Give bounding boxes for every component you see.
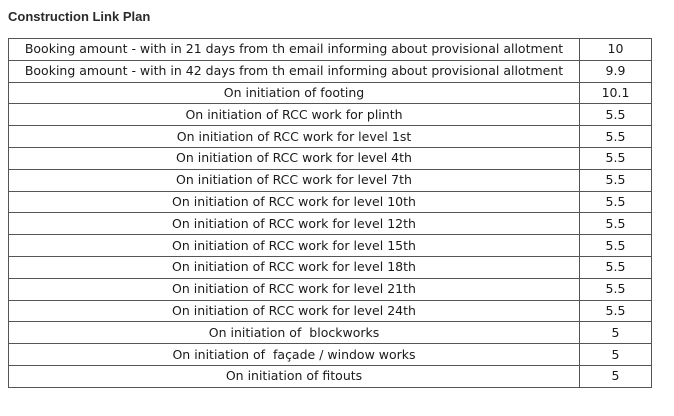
table-row (9, 365, 652, 387)
milestone-cell: On initiation of RCC work for level 7th (9, 169, 580, 191)
table-row (9, 256, 652, 278)
milestone-cell: On initiation of fitouts (9, 365, 580, 387)
milestone-cell: On initiation of blockworks (9, 322, 580, 344)
milestone-cell: On initiation of RCC work for level 4th (9, 147, 580, 169)
percent-cell: 5.5 (580, 147, 652, 169)
percent-cell: 5.5 (580, 213, 652, 235)
percent-cell: 5 (580, 322, 652, 344)
percent-cell: 5.5 (580, 126, 652, 148)
table-row (9, 60, 652, 82)
milestone-cell: On initiation of RCC work for level 12th (9, 213, 580, 235)
table-row (9, 147, 652, 169)
milestone-cell: On initiation of RCC work for level 21th (9, 278, 580, 300)
table-row (9, 235, 652, 257)
percent-cell: 5.5 (580, 235, 652, 257)
percent-cell: 10 (580, 39, 652, 61)
percent-cell: 9.9 (580, 60, 652, 82)
table-row (9, 213, 652, 235)
table-row (9, 300, 652, 322)
percent-cell: 5.5 (580, 278, 652, 300)
percent-cell: 5.5 (580, 169, 652, 191)
table-row (9, 104, 652, 126)
percent-cell: 5.5 (580, 191, 652, 213)
percent-cell: 5 (580, 365, 652, 387)
percent-cell: 5.5 (580, 104, 652, 126)
table-row (9, 344, 652, 366)
milestone-cell: Booking amount - with in 21 days from th email informing about provisional allotment (9, 39, 580, 61)
milestone-cell: On initiation of footing (9, 82, 580, 104)
milestone-cell: On initiation of façade / window works (9, 344, 580, 366)
table-row (9, 126, 652, 148)
page-title: Construction Link Plan (8, 9, 151, 24)
table-row (9, 322, 652, 344)
table-row (9, 191, 652, 213)
milestone-cell: On initiation of RCC work for level 15th (9, 235, 580, 257)
table-row (9, 82, 652, 104)
percent-cell: 10.1 (580, 82, 652, 104)
table-row (9, 278, 652, 300)
table-row (9, 39, 652, 61)
milestone-cell: On initiation of RCC work for level 24th (9, 300, 580, 322)
table-row (9, 169, 652, 191)
milestone-cell: On initiation of RCC work for plinth (9, 104, 580, 126)
construction-link-plan-table (8, 38, 652, 388)
milestone-cell: On initiation of RCC work for level 18th (9, 256, 580, 278)
percent-cell: 5 (580, 344, 652, 366)
milestone-cell: On initiation of RCC work for level 10th (9, 191, 580, 213)
milestone-cell: On initiation of RCC work for level 1st (9, 126, 580, 148)
percent-cell: 5.5 (580, 256, 652, 278)
milestone-cell: Booking amount - with in 42 days from th email informing about provisional allotment (9, 60, 580, 82)
percent-cell: 5.5 (580, 300, 652, 322)
